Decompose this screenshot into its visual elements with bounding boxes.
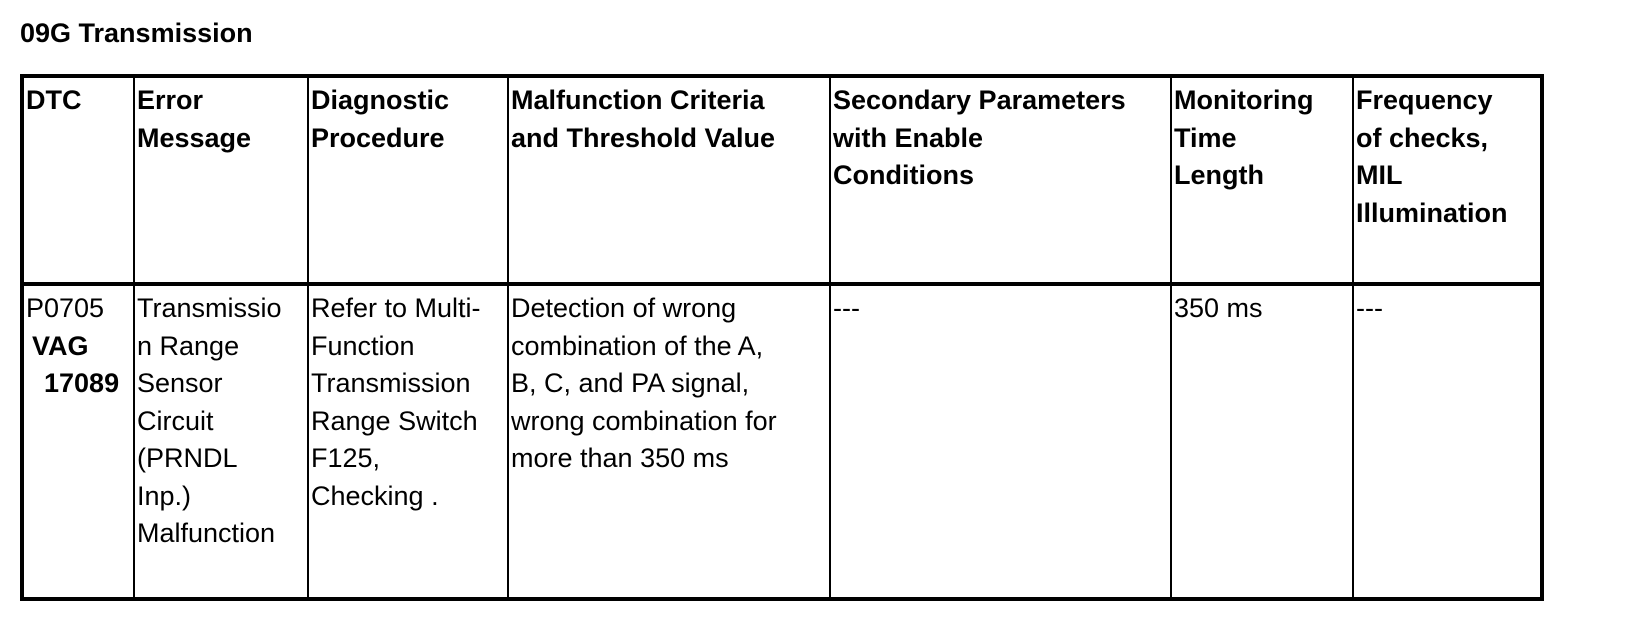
cell-line: combination of the A, <box>511 330 764 361</box>
cell-secondary-parameters <box>830 284 1171 599</box>
cell-malfunction-criteria <box>508 284 830 599</box>
cell-line: Checking . <box>311 480 439 511</box>
cell-line: Function <box>311 330 415 361</box>
header-line: Conditions <box>833 160 974 190</box>
cell-line: F125, <box>311 443 381 473</box>
cell-frequency <box>1353 284 1542 599</box>
header-line: Time <box>1174 122 1237 153</box>
header-line: of checks, <box>1356 122 1489 153</box>
document-title: 09G Transmission <box>20 18 253 48</box>
table-header-row <box>22 76 1542 284</box>
cell-line: --- <box>833 293 860 323</box>
cell-line: more than 350 ms <box>511 443 729 473</box>
header-dtc <box>22 76 134 284</box>
cell-monitoring-time <box>1171 284 1353 599</box>
header-line: Procedure <box>311 122 445 153</box>
cell-line: Transmissio <box>137 293 282 323</box>
header-line: Frequency <box>1356 85 1493 115</box>
header-frequency <box>1353 76 1542 284</box>
header-secondary-parameters <box>830 76 1171 284</box>
cell-line: Detection of wrong <box>511 293 737 323</box>
cell-dtc <box>22 284 134 599</box>
header-error-message <box>134 76 308 284</box>
vag-code: 17089 <box>44 368 120 398</box>
table-row <box>22 284 1542 599</box>
header-monitoring-time <box>1171 76 1353 284</box>
cell-line: Sensor <box>137 368 223 398</box>
header-line: Illumination <box>1356 197 1508 228</box>
cell-line: Circuit <box>137 405 214 436</box>
header-line: Malfunction Criteria <box>511 85 765 115</box>
header-line: MIL <box>1356 160 1403 190</box>
cell-error-message <box>134 284 308 599</box>
header-line: Error <box>137 85 204 115</box>
cell-line: Refer to Multi- <box>311 293 481 323</box>
vag-label: VAG <box>32 330 89 361</box>
header-line: Length <box>1174 160 1264 190</box>
cell-line: n Range <box>137 330 240 361</box>
cell-diagnostic-procedure <box>308 284 508 599</box>
cell-line: Malfunction <box>137 518 276 548</box>
header-line: with Enable <box>833 122 984 153</box>
header-line: Diagnostic <box>311 85 450 115</box>
cell-line: B, C, and PA signal, <box>511 368 750 398</box>
cell-line: Transmission <box>311 368 471 398</box>
cell-line: (PRNDL <box>137 443 238 473</box>
header-malfunction-criteria <box>508 76 830 284</box>
header-line: and Threshold Value <box>511 122 776 153</box>
cell-line: wrong combination for <box>511 405 777 436</box>
cell-line: --- <box>1356 293 1383 323</box>
header-line: DTC <box>26 85 82 115</box>
cell-line: Inp.) <box>137 480 192 511</box>
cell-line: 350 ms <box>1174 293 1263 323</box>
header-diagnostic-procedure <box>308 76 508 284</box>
header-line: Message <box>137 122 252 153</box>
header-line: Secondary Parameters <box>833 85 1126 115</box>
cell-line: Range Switch <box>311 405 478 436</box>
header-line: Monitoring <box>1174 85 1314 115</box>
dtc-table <box>20 74 1544 601</box>
dtc-code: P0705 <box>26 293 105 323</box>
